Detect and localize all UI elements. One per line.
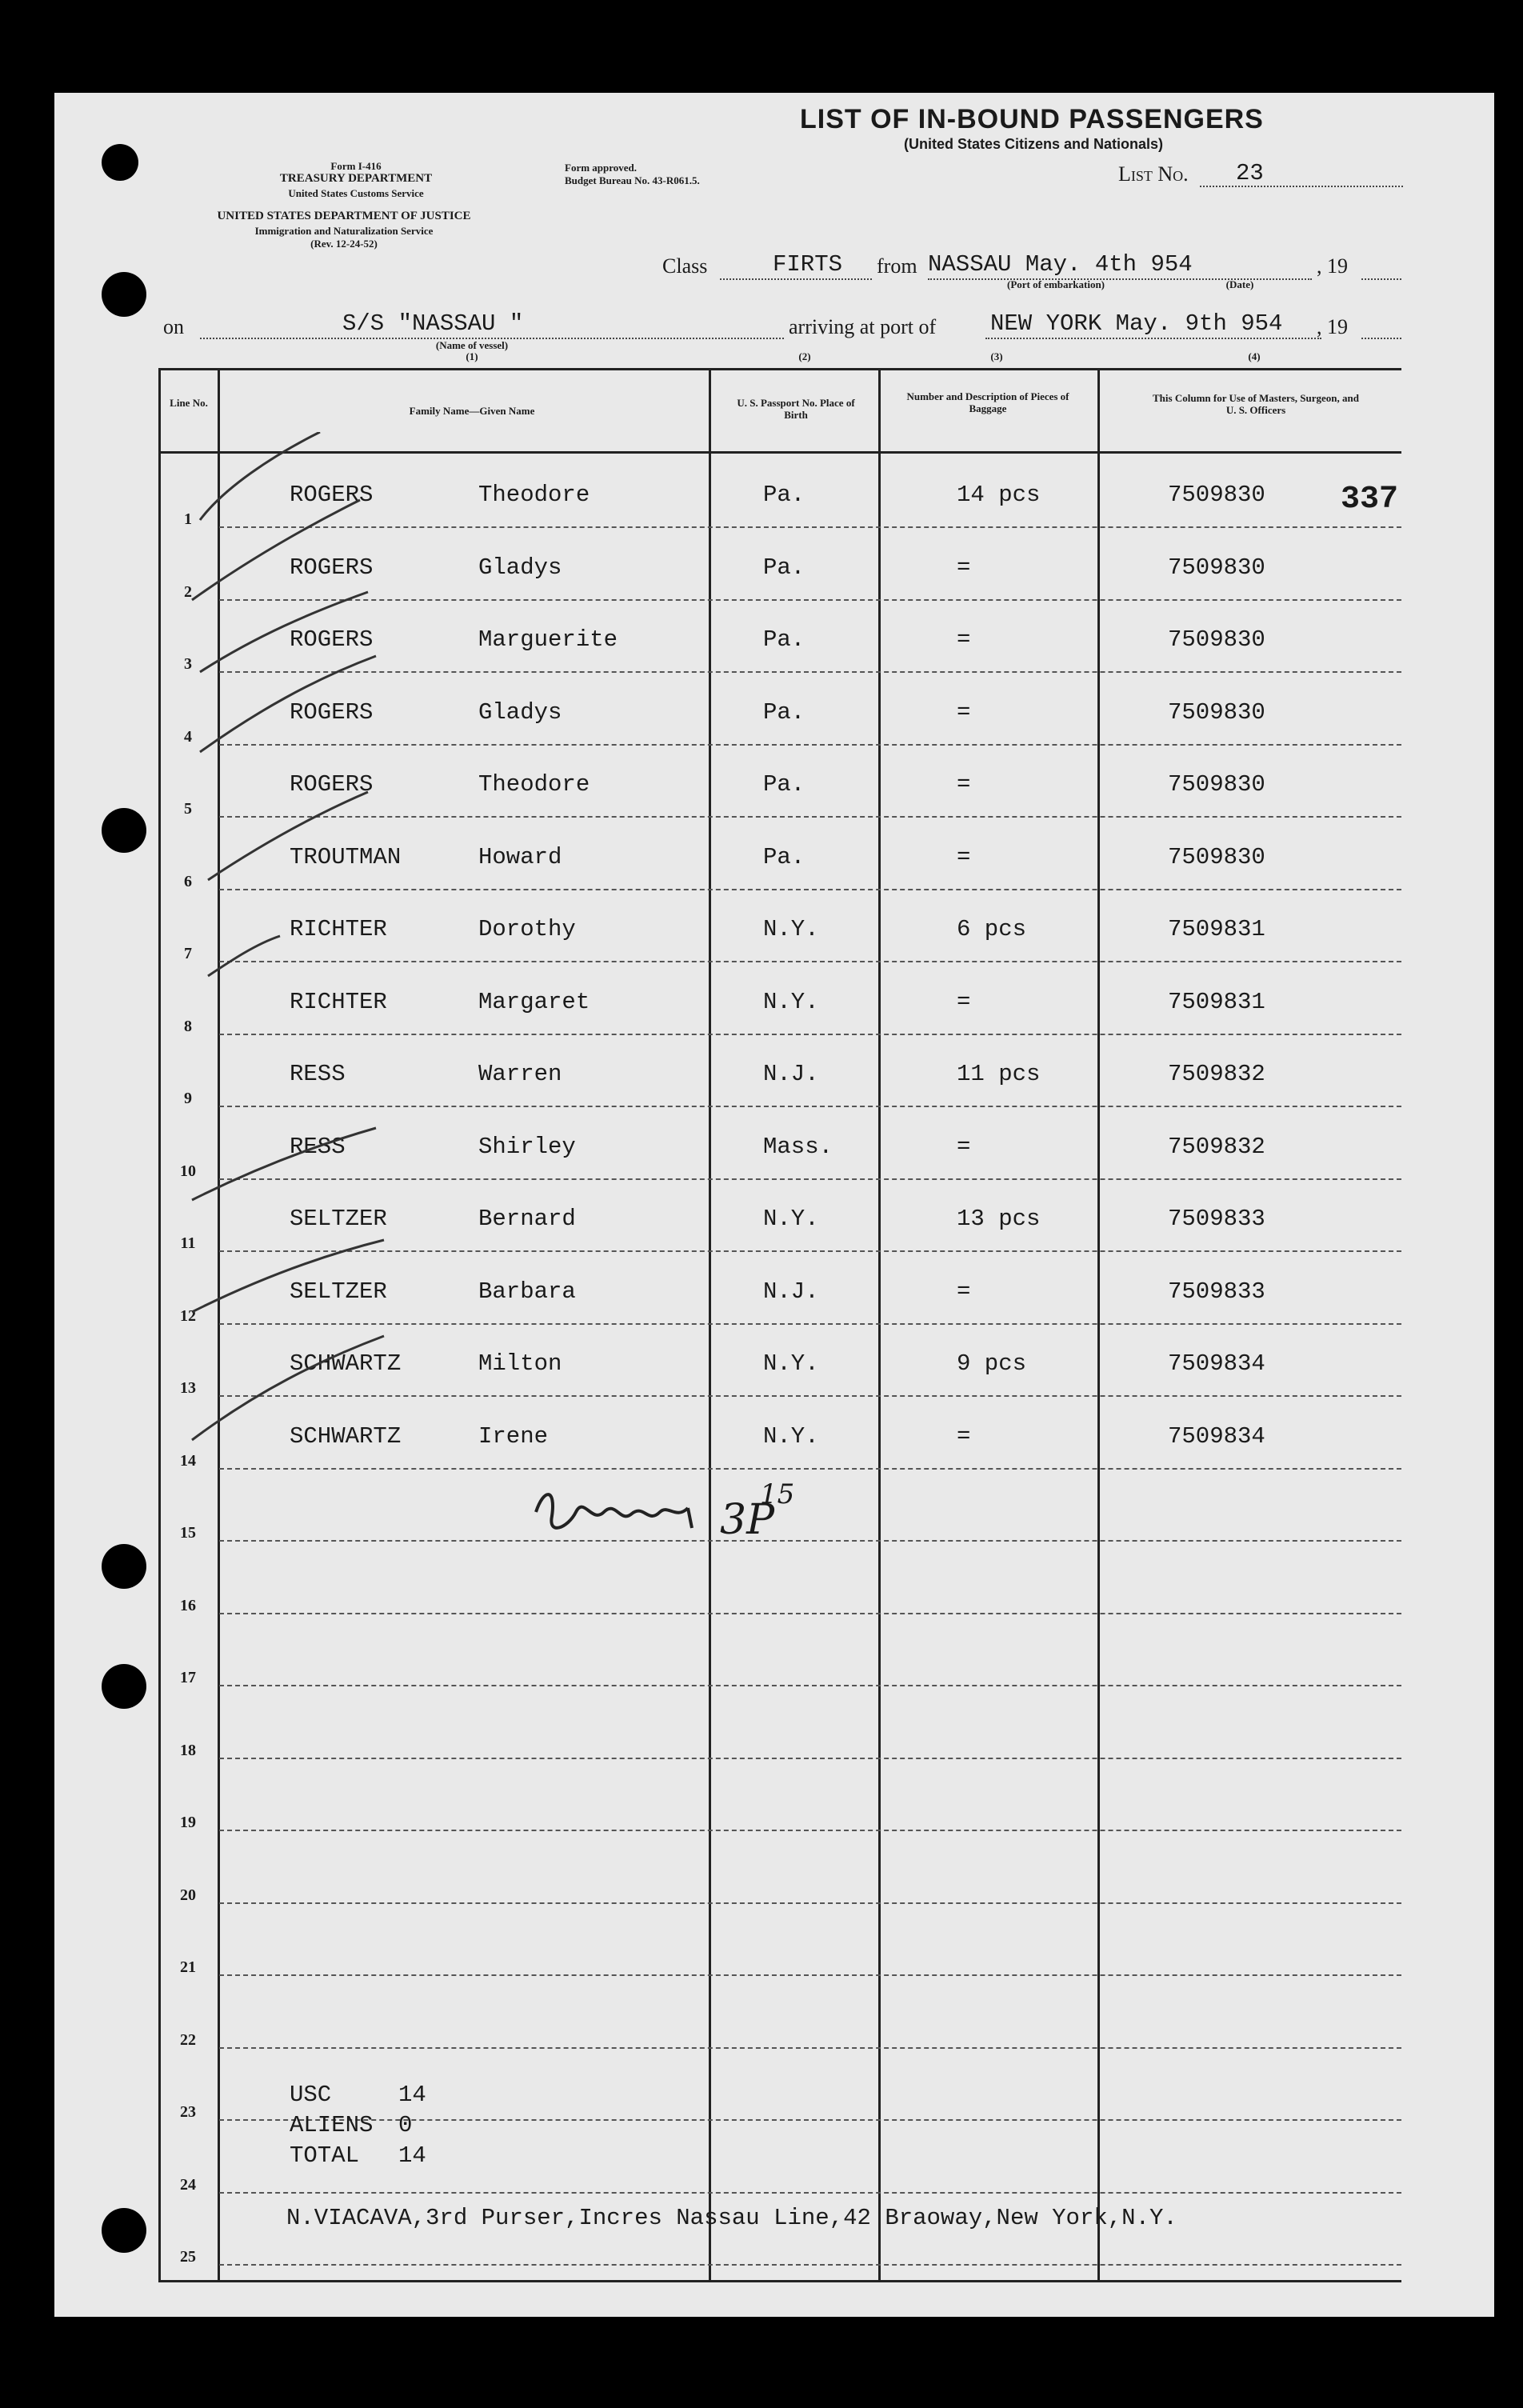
baggage: = xyxy=(957,1133,971,1160)
place-of-birth: Pa. xyxy=(763,554,805,581)
year-prefix-2: , 19 xyxy=(1317,315,1348,338)
family-name: RICHTER xyxy=(290,988,387,1015)
total-label: TOTAL xyxy=(290,2142,360,2169)
given-name: Gladys xyxy=(478,698,562,726)
line-number: 25 xyxy=(180,2248,196,2266)
line-number: 4 xyxy=(184,727,192,746)
family-name: RESS xyxy=(290,1133,346,1160)
row-rule xyxy=(219,2119,1401,2121)
officer-number: 7509830 xyxy=(1168,843,1265,870)
handwritten-count-bottom: 3P xyxy=(720,1496,775,1544)
vessel-name: S/S "NASSAU " xyxy=(342,310,524,337)
given-name: Bernard xyxy=(478,1206,576,1232)
place-of-birth: N.J. xyxy=(763,1278,819,1305)
baggage: = xyxy=(957,626,971,653)
line-number: 8 xyxy=(184,1017,192,1035)
vessel-caption: (Name of vessel) xyxy=(435,339,509,351)
page-mark: 337 xyxy=(1341,482,1399,518)
officer-number: 7509834 xyxy=(1168,1350,1265,1377)
line-number: 18 xyxy=(180,1741,196,1759)
officer-number: 7509830 xyxy=(1168,771,1265,798)
arrival-underline xyxy=(985,338,1321,339)
handwritten-count-top: 15 xyxy=(760,1478,795,1510)
given-name: Shirley xyxy=(478,1133,576,1160)
given-name: Theodore xyxy=(478,482,590,508)
place-of-birth: N.Y. xyxy=(763,1350,819,1377)
line-number: 11 xyxy=(180,1234,196,1252)
immigration-service: Immigration and Naturalization Service xyxy=(254,225,434,237)
inspector-signature xyxy=(528,1480,736,1544)
department-of-justice: UNITED STATES DEPARTMENT OF JUSTICE xyxy=(217,210,471,222)
list-no-label: List No. xyxy=(1118,162,1189,186)
given-name: Theodore xyxy=(478,771,590,798)
line-number: 22 xyxy=(180,2030,196,2049)
officer-number: 7509831 xyxy=(1168,988,1265,1015)
baggage: = xyxy=(957,1422,971,1450)
aliens-value: 0 xyxy=(398,2112,413,2138)
place-of-birth: Pa. xyxy=(763,771,805,798)
line-number: 16 xyxy=(180,1596,196,1614)
treasury-department: TREASURY DEPARTMENT xyxy=(279,172,433,185)
row-rule xyxy=(219,1758,1401,1759)
line-number: 12 xyxy=(180,1306,196,1325)
punch-hole xyxy=(102,1544,146,1589)
table-bottom-rule xyxy=(158,2280,1401,2282)
col-header-passport: U. S. Passport No. Place of Birth xyxy=(737,397,855,421)
embarkation-value: NASSAU May. 4th 954 xyxy=(928,251,1193,278)
col-header-line-no: Line No. xyxy=(170,397,208,409)
line-number: 20 xyxy=(180,1886,196,1904)
form-approved: Form approved. xyxy=(565,162,638,174)
budget-bureau: Budget Bureau No. 43-R061.5. xyxy=(565,174,700,186)
baggage: 6 pcs xyxy=(957,916,1027,942)
line-number: 21 xyxy=(180,1958,196,1976)
given-name: Warren xyxy=(478,1061,562,1087)
punch-hole xyxy=(102,1664,146,1709)
col-header-officers: This Column for Use of Masters, Surgeon, and U. S. Officers xyxy=(1153,392,1359,416)
list-no-underline xyxy=(1200,186,1403,187)
caption-3: (3) xyxy=(990,350,1003,362)
given-name: Irene xyxy=(478,1422,549,1450)
line-number: 1 xyxy=(184,510,192,528)
check-marks xyxy=(176,432,512,1488)
family-name: ROGERS xyxy=(290,771,374,798)
col-header-baggage: Number and Description of Pieces of Baggage xyxy=(906,390,1069,414)
family-name: ROGERS xyxy=(290,698,374,726)
line-number: 24 xyxy=(180,2175,196,2194)
family-name: SELTZER xyxy=(290,1206,387,1232)
baggage: 9 pcs xyxy=(957,1350,1027,1377)
line-number: 3 xyxy=(184,655,192,673)
line-number: 10 xyxy=(180,1162,196,1180)
class-underline xyxy=(720,278,872,280)
baggage: = xyxy=(957,1278,971,1305)
family-name: ROGERS xyxy=(290,482,374,508)
row-rule xyxy=(219,1830,1401,1831)
year-underline-2 xyxy=(1361,338,1401,339)
form-number: Form I-416 xyxy=(330,160,382,172)
baggage: = xyxy=(957,554,971,581)
line-number: 19 xyxy=(180,1814,196,1831)
place-of-birth: Mass. xyxy=(763,1133,833,1160)
baggage: 13 pcs xyxy=(957,1206,1041,1232)
table-top-rule xyxy=(158,368,1401,370)
caption-4: (4) xyxy=(1248,350,1261,362)
line-number: 6 xyxy=(184,872,192,890)
family-name: SELTZER xyxy=(290,1278,387,1305)
line-number: 9 xyxy=(184,1090,192,1107)
from-label: from xyxy=(877,254,917,278)
punch-hole xyxy=(102,808,146,853)
family-name: SCHWARTZ xyxy=(290,1350,402,1377)
place-of-birth: N.J. xyxy=(763,1061,819,1087)
document-title: LIST OF IN-BOUND PASSENGERS xyxy=(800,104,1264,134)
total-value: 14 xyxy=(398,2142,426,2169)
given-name: Margaret xyxy=(478,988,590,1015)
officer-number: 7509833 xyxy=(1168,1206,1265,1232)
family-name: SCHWARTZ xyxy=(290,1422,402,1450)
officer-number: 7509830 xyxy=(1168,626,1265,653)
purser-line: N.VIACAVA,3rd Purser,Incres Nassau Line,42 Braoway,New York,N.Y. xyxy=(286,2205,1177,2231)
revision-date: (Rev. 12-24-52) xyxy=(310,238,378,250)
given-name: Dorothy xyxy=(478,916,576,942)
officer-number: 7509830 xyxy=(1168,698,1265,726)
class-value: FIRTS xyxy=(773,251,843,278)
place-of-birth: Pa. xyxy=(763,626,805,653)
row-rule xyxy=(219,2264,1401,2266)
row-rule xyxy=(219,2192,1401,2194)
baggage: = xyxy=(957,843,971,870)
baggage: = xyxy=(957,771,971,798)
line-number: 17 xyxy=(180,1669,196,1686)
year-underline-1 xyxy=(1361,278,1401,280)
given-name: Howard xyxy=(478,843,562,870)
row-rule xyxy=(219,1974,1401,1976)
row-rule xyxy=(219,2047,1401,2049)
on-label: on xyxy=(163,315,184,338)
line-number: 7 xyxy=(184,945,192,962)
place-of-birth: Pa. xyxy=(763,698,805,726)
baggage: 11 pcs xyxy=(957,1061,1041,1087)
customs-service: United States Customs Service xyxy=(288,187,424,199)
row-rule xyxy=(219,1685,1401,1686)
officer-number: 7509832 xyxy=(1168,1133,1265,1160)
family-name: ROGERS xyxy=(290,554,374,581)
officer-number: 7509830 xyxy=(1168,554,1265,581)
place-of-birth: N.Y. xyxy=(763,1422,819,1450)
caption-2: (2) xyxy=(798,350,811,362)
place-of-birth: Pa. xyxy=(763,482,805,508)
place-of-birth: N.Y. xyxy=(763,1206,819,1232)
punch-hole xyxy=(102,144,138,181)
officer-number: 7509834 xyxy=(1168,1422,1265,1450)
caption-1: (1) xyxy=(466,350,478,362)
line-number: 23 xyxy=(180,2103,196,2121)
aliens-label: ALIENS xyxy=(290,2112,374,2138)
family-name: ROGERS xyxy=(290,626,374,653)
punch-hole xyxy=(102,2208,146,2253)
given-name: Barbara xyxy=(478,1278,576,1305)
year-prefix-1: , 19 xyxy=(1317,254,1348,278)
col-header-name: Family Name—Given Name xyxy=(409,405,535,417)
class-label: Class xyxy=(662,254,708,278)
baggage: = xyxy=(957,698,971,726)
given-name: Marguerite xyxy=(478,626,618,653)
arrival-value: NEW YORK May. 9th 954 xyxy=(990,310,1283,337)
line-number: 14 xyxy=(180,1451,196,1470)
officer-number: 7509830 xyxy=(1168,482,1265,508)
line-number: 5 xyxy=(184,800,192,818)
given-name: Gladys xyxy=(478,554,562,581)
family-name: TROUTMAN xyxy=(290,843,402,870)
list-no-value: 23 xyxy=(1236,160,1264,186)
family-name: RESS xyxy=(290,1061,346,1087)
place-of-birth: N.Y. xyxy=(763,916,819,942)
place-of-birth: N.Y. xyxy=(763,988,819,1015)
punch-hole xyxy=(102,272,146,317)
baggage: = xyxy=(957,988,971,1015)
arriving-label: arriving at port of xyxy=(789,315,937,338)
officer-number: 7509833 xyxy=(1168,1278,1265,1305)
line-number: 15 xyxy=(180,1524,196,1542)
baggage: 14 pcs xyxy=(957,482,1041,508)
line-number: 13 xyxy=(180,1379,196,1397)
family-name: RICHTER xyxy=(290,916,387,942)
port-embarkation-caption: (Port of embarkation) xyxy=(1006,278,1105,290)
usc-label: USC xyxy=(290,2082,332,2108)
officer-number: 7509832 xyxy=(1168,1061,1265,1087)
usc-value: 14 xyxy=(398,2082,426,2108)
row-rule xyxy=(219,1902,1401,1904)
line-number: 2 xyxy=(184,582,192,601)
row-rule xyxy=(219,1540,1401,1542)
place-of-birth: Pa. xyxy=(763,843,805,870)
document-subtitle: (United States Citizens and Nationals) xyxy=(904,136,1164,152)
officer-number: 7509831 xyxy=(1168,916,1265,942)
given-name: Milton xyxy=(478,1350,562,1377)
row-rule xyxy=(219,1613,1401,1614)
date-caption: (Date) xyxy=(1225,278,1254,290)
table-left-rule xyxy=(158,368,161,2280)
